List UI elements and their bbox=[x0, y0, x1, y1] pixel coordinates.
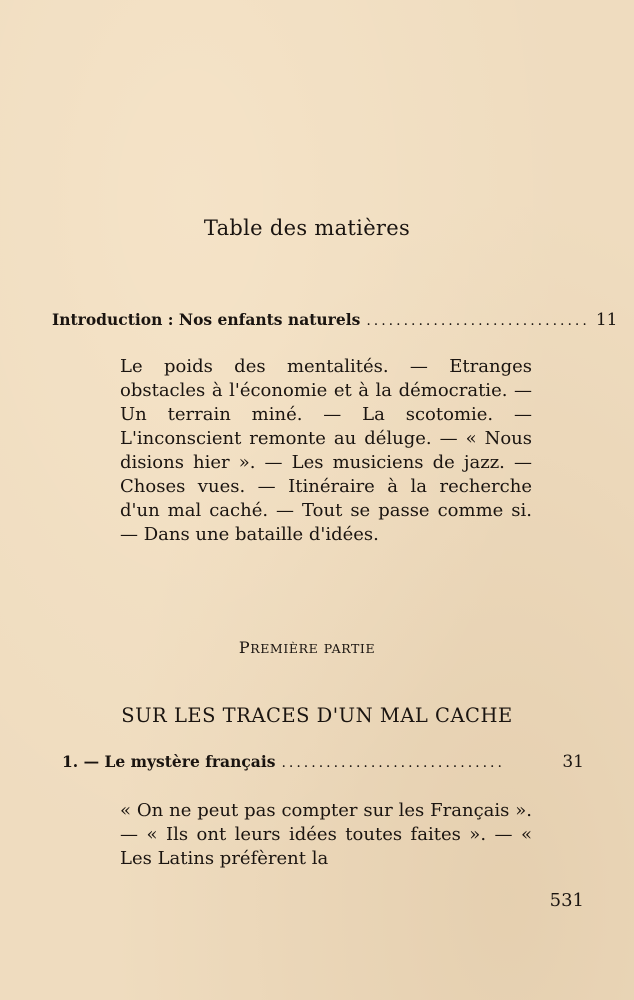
part-label bbox=[0, 638, 614, 657]
toc-entry-chapter-1[interactable] bbox=[62, 752, 584, 772]
toc-entry-page: 31 bbox=[562, 752, 584, 772]
part-label-rest: REMIÈRE bbox=[250, 641, 319, 656]
part-title: SUR LES TRACES D'UN MAL CACHE bbox=[121, 704, 513, 727]
page-number: 531 bbox=[549, 890, 584, 911]
toc-entry-summary: « On ne peut pas compter sur les Français ». — « Ils ont leurs idées toutes faites ». — « Les Latins préfèrent la bbox=[120, 800, 532, 869]
toc-entry-leader: .............................. bbox=[366, 313, 590, 329]
page-title: Table des matières bbox=[203, 216, 411, 240]
toc-entry-introduction[interactable] bbox=[52, 310, 618, 330]
part-label-word: PARTIE bbox=[323, 641, 376, 656]
part-label-initial: P bbox=[238, 638, 251, 657]
toc-entry-label: 1. — Le mystère français bbox=[62, 752, 276, 771]
toc-entry-page: 11 bbox=[595, 310, 618, 330]
toc-entry-label: Introduction : Nos enfants naturels bbox=[52, 310, 361, 329]
toc-entry-summary: Le poids des mentalités. — Etranges obstacles à l'économie et à la démocratie. — Un terrain miné. — La scotomie. — L'inconscient remonte au déluge. — « Nous disions hier ». — Les musiciens de jazz. — Choses vues. — Itinéraire à la recherche d'un mal caché. — Tout se passe comme si. — Dans une bataille d'idées. bbox=[120, 356, 532, 545]
toc-entry-leader: .............................. bbox=[281, 755, 505, 771]
